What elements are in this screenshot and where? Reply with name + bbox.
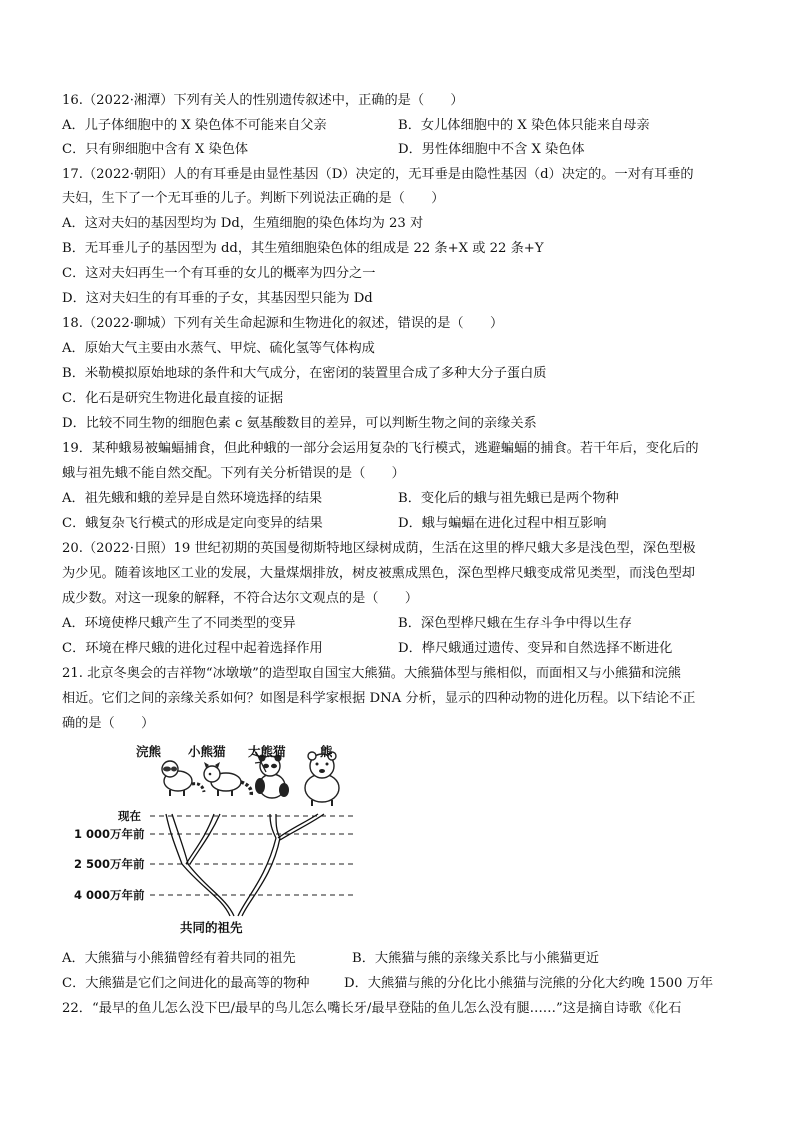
q17-option-b: B．无耳垂儿子的基因型为 dd，其生殖细胞染色体的组成是 22 条+X 或 22 条+Y bbox=[62, 241, 544, 256]
q16-option-a: A．儿子体细胞中的 X 染色体不可能来自父亲 bbox=[62, 118, 327, 133]
q16-option-b: B．女儿体细胞中的 X 染色体只能来自母亲 bbox=[398, 118, 650, 133]
q21-option-b: B．大熊猫与熊的亲缘关系比与小熊猫更近 bbox=[352, 951, 600, 966]
q20-option-a: A．环境使桦尺蛾产生了不同类型的变异 bbox=[62, 616, 296, 631]
label-giant-panda: 大熊猫 bbox=[248, 744, 286, 759]
q21-option-a: A．大熊猫与小熊猫曾经有着共同的祖先 bbox=[62, 951, 296, 966]
q21-stem-line2: 相近。它们之间的亲缘关系如何？如图是科学家根据 DNA 分析，显示的四种动物的进化历程。以下结论不正 bbox=[62, 691, 696, 706]
q16-option-d: D．男性体细胞中不含 X 染色体 bbox=[398, 142, 585, 157]
q20-stem-line3: 成少数。对这一现象的解释，不符合达尔文观点的是（ ） bbox=[62, 591, 419, 606]
q19-stem-line2: 蛾与祖先蛾不能自然交配。下列有关分析错误的是（ ） bbox=[62, 466, 405, 481]
q20-option-c: C．环境在桦尺蛾的进化过程中起着选择作用 bbox=[62, 641, 323, 656]
q19-option-a: A．祖先蛾和蛾的差异是自然环境选择的结果 bbox=[62, 491, 323, 506]
label-bear: 熊 bbox=[320, 744, 333, 759]
q18-option-a: A．原始大气主要由水蒸气、甲烷、硫化氢等气体构成 bbox=[62, 341, 375, 356]
q17-option-c: C．这对夫妇再生一个有耳垂的女儿的概率为四分之一 bbox=[62, 266, 376, 281]
phylogenetic-tree-figure bbox=[66, 738, 366, 938]
tree-branches bbox=[166, 814, 324, 916]
time-10m: 1 000万年前 bbox=[74, 827, 145, 841]
q21-option-d: D．大熊猫与熊的分化比小熊猫与浣熊的分化大约晚 1500 万年 bbox=[344, 976, 714, 991]
q19-option-d: D．蛾与蝙蝠在进化过程中相互影响 bbox=[398, 516, 607, 531]
q18-option-b: B．米勒模拟原始地球的条件和大气成分，在密闭的装置里合成了多种大分子蛋白质 bbox=[62, 366, 547, 381]
time-40m: 4 000万年前 bbox=[74, 888, 145, 902]
bear-icon bbox=[305, 752, 339, 806]
q16-stem: 16.（2022·湘潭）下列有关人的性别遗传叙述中，正确的是（ ） bbox=[62, 93, 464, 108]
q21-stem-line3: 确的是（ ） bbox=[62, 716, 155, 731]
q20-option-b: B．深色型桦尺蛾在生存斗争中得以生存 bbox=[398, 616, 632, 631]
q19-option-c: C．蛾复杂飞行模式的形成是定向变异的结果 bbox=[62, 516, 323, 531]
q17-option-d: D．这对夫妇生的有耳垂的子女，其基因型只能为 Dd bbox=[62, 291, 373, 306]
raccoon-icon bbox=[162, 761, 204, 796]
q21-stem-line1: 21. 北京冬奥会的吉祥物“冰墩墩”的造型取自国宝大熊猫。大熊猫体型与熊相似，而面相又与小熊猫和浣熊 bbox=[62, 666, 681, 681]
q17-stem-line1: 17.（2022·朝阳）人的有耳垂是由显性基因（D）决定的，无耳垂是由隐性基因（d）决定的。一对有耳垂的 bbox=[62, 167, 694, 182]
q17-option-a: A．这对夫妇的基因型均为 Dd，生殖细胞的染色体均为 23 对 bbox=[62, 216, 424, 231]
q19-option-b: B．变化后的蛾与祖先蛾已是两个物种 bbox=[398, 491, 619, 506]
q21-option-c: C．大熊猫是它们之间进化的最高等的物种 bbox=[62, 976, 310, 991]
q18-option-d: D．比较不同生物的细胞色素 c 氨基酸数目的差异，可以判断生物之间的亲缘关系 bbox=[62, 416, 537, 431]
q20-option-d: D．桦尺蛾通过遗传、变异和自然选择不断进化 bbox=[398, 641, 673, 656]
q18-stem: 18.（2022·聊城）下列有关生命起源和生物进化的叙述，错误的是（ ） bbox=[62, 316, 504, 331]
q19-stem-line1: 19．某种蛾易被蝙蝠捕食，但此种蛾的一部分会运用复杂的飞行模式，逃避蝙蝠的捕食。若干年后，变化后的 bbox=[62, 441, 699, 456]
q22-stem-line1: 22．“最早的鱼儿怎么没下巴/最早的鸟儿怎么嘴长牙/最早登陆的鱼儿怎么没有腿……”这是摘自诗歌《化石 bbox=[62, 1001, 682, 1016]
q17-stem-line2: 夫妇，生下了一个无耳垂的儿子。判断下列说法正确的是（ ） bbox=[62, 191, 445, 206]
label-raccoon: 浣熊 bbox=[136, 744, 162, 759]
q20-stem-line1: 20.（2022·日照）19 世纪初期的英国曼彻斯特地区绿树成荫，生活在这里的桦尺蛾大多是浅色型，深色型极 bbox=[62, 541, 696, 556]
label-red-panda: 小熊猫 bbox=[188, 744, 226, 759]
label-common-ancestor: 共同的祖先 bbox=[180, 920, 243, 935]
time-now: 现在 bbox=[118, 809, 141, 823]
q20-stem-line2: 为少见。随着该地区工业的发展，大量煤烟排放，树皮被熏成黑色，深色型桦尺蛾变成常见类型，而浅色型却 bbox=[62, 566, 695, 581]
q16-option-c: C．只有卵细胞中含有 X 染色体 bbox=[62, 142, 249, 157]
red-panda-icon bbox=[204, 762, 251, 796]
q18-option-c: C．化石是研究生物进化最直接的证据 bbox=[62, 391, 284, 406]
time-25m: 2 500万年前 bbox=[74, 857, 145, 871]
